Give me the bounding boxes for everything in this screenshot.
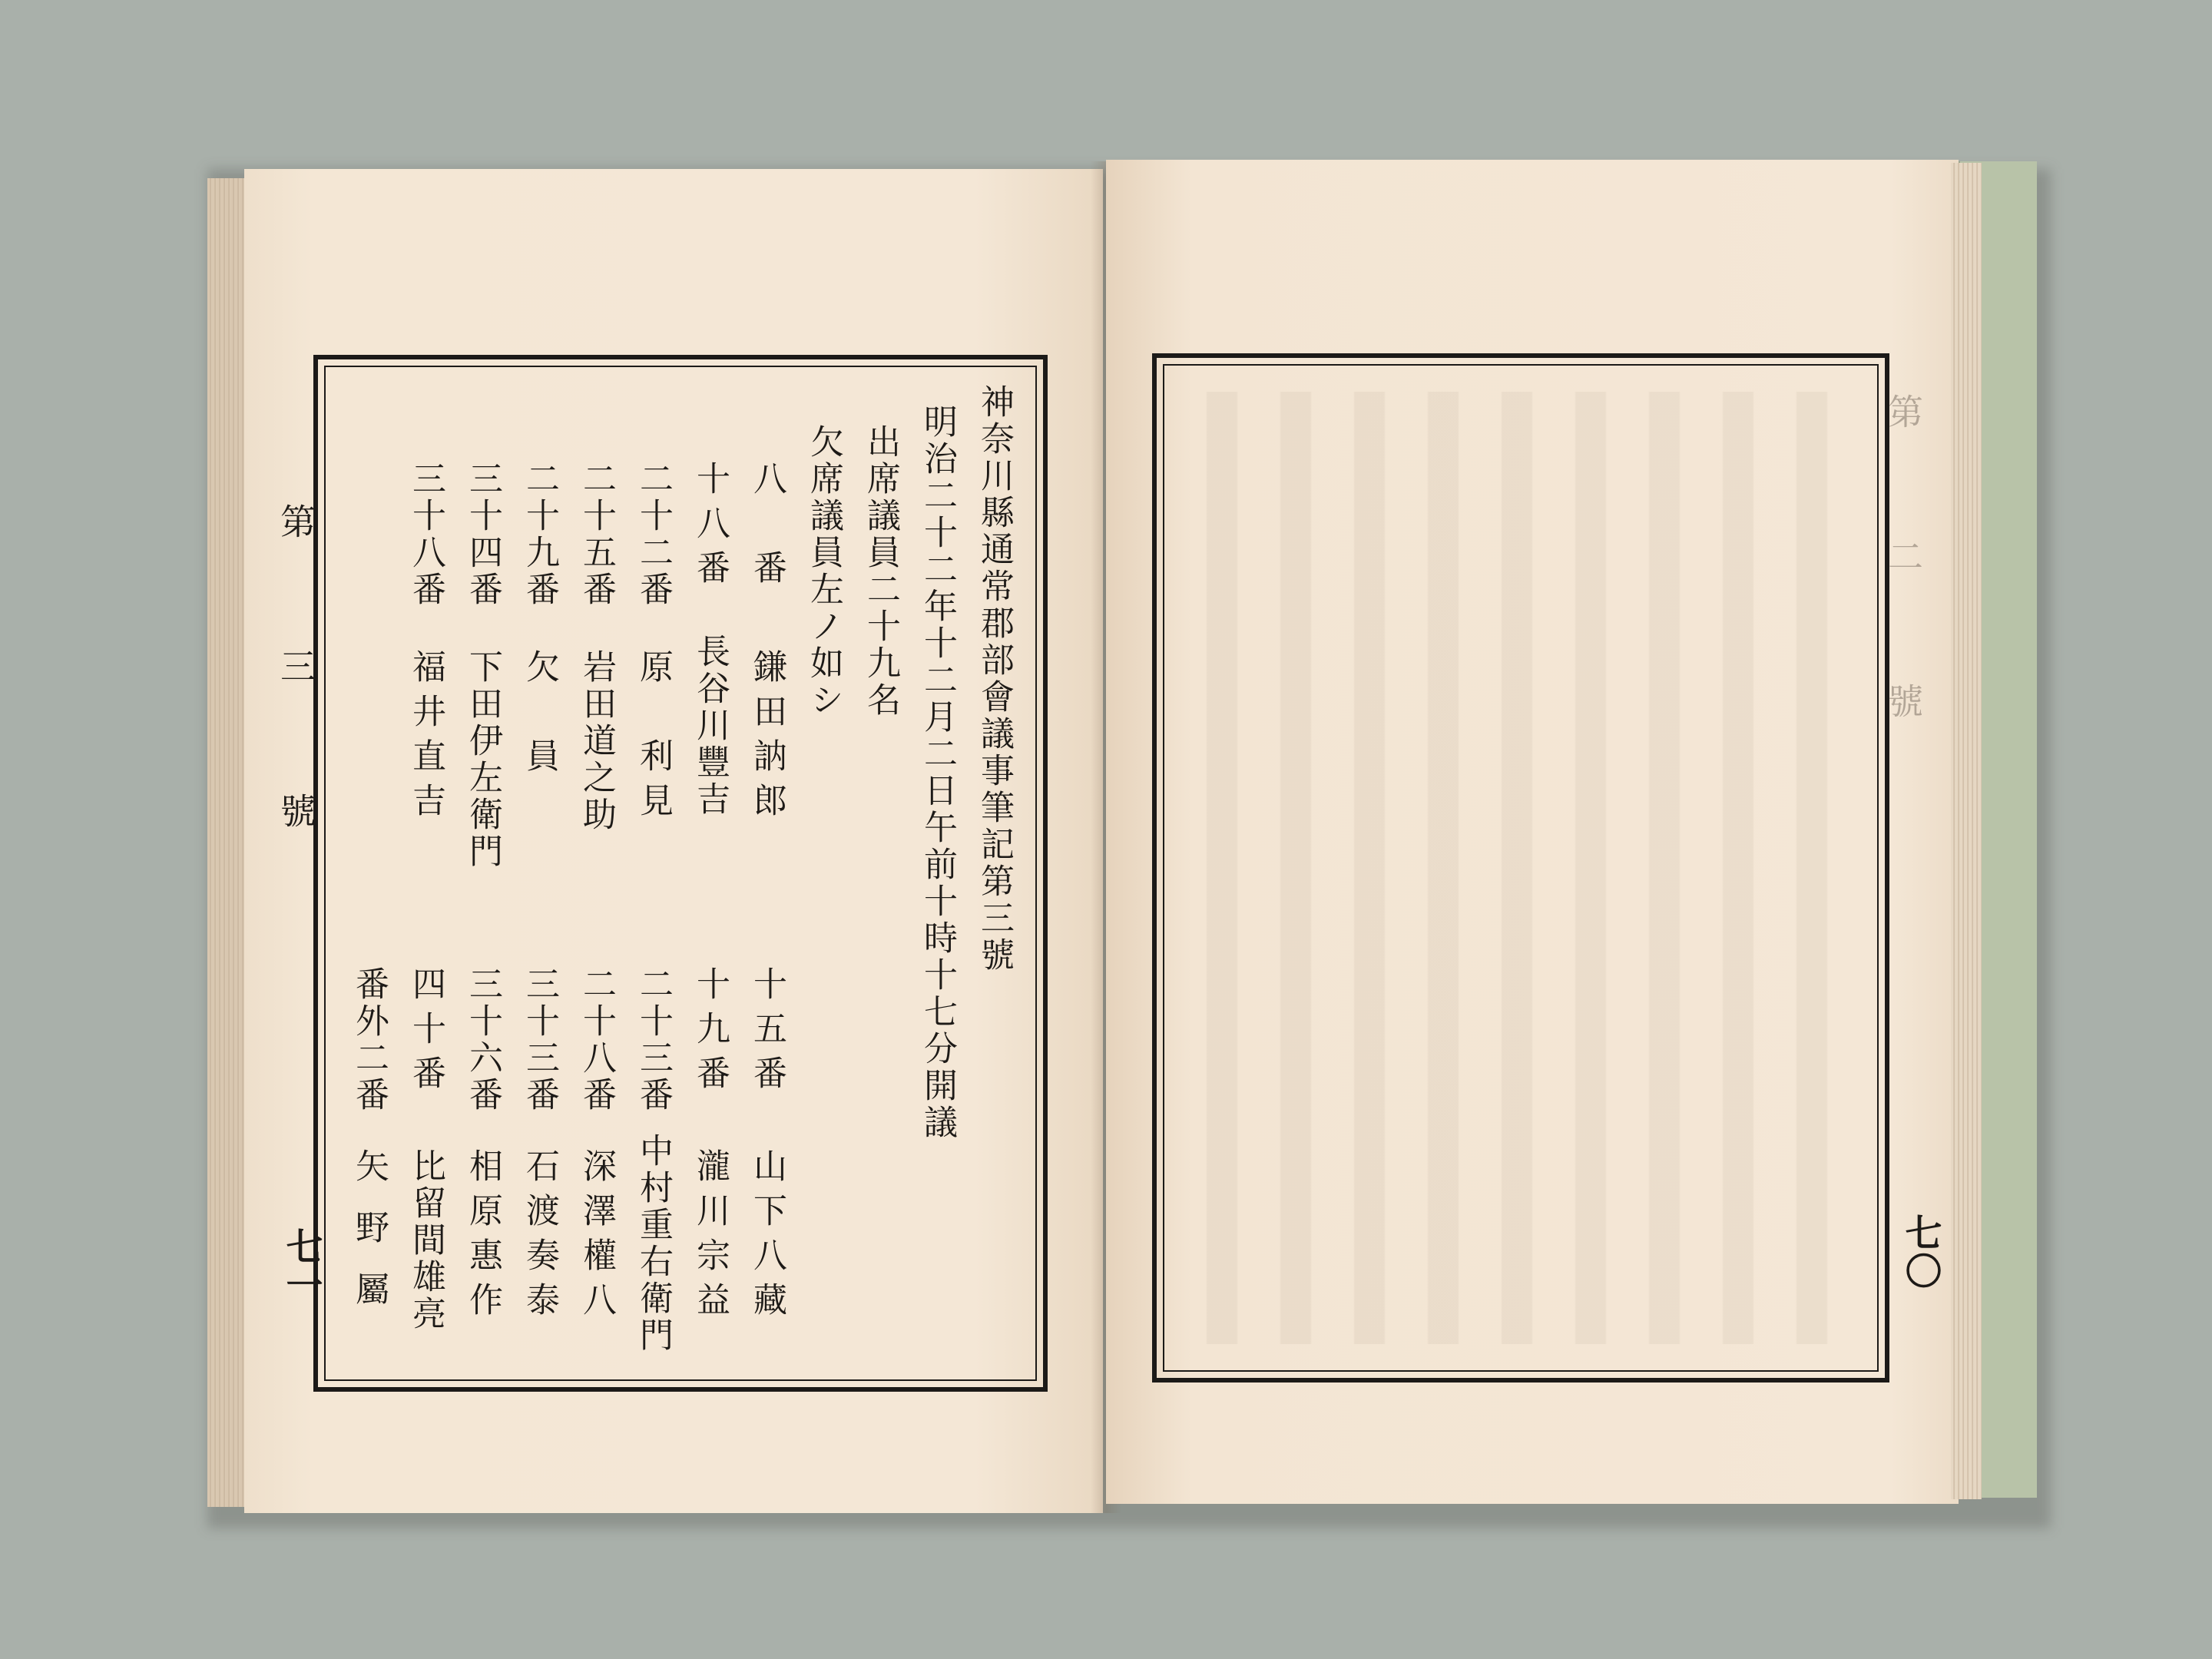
member-number: 二十五番 [577, 461, 616, 608]
member-number: 三十八番 [406, 461, 445, 608]
member-number: 二十八番 [577, 966, 616, 1114]
member-number: 十九番 [690, 966, 730, 1100]
right-page-edges [1951, 163, 1982, 1499]
attendance-line: 出席議員二十九名 [861, 424, 900, 719]
member-name: 福井直吉 [406, 649, 445, 827]
member-name: 岩田道之助 [577, 649, 616, 833]
member-number: 二十二番 [634, 461, 673, 608]
right-text-frame [1152, 353, 1889, 1382]
member-name: 欠 員 [520, 649, 559, 783]
member-number: 八 番 [747, 461, 786, 594]
member-number: 十五番 [747, 966, 786, 1100]
right-page-number: 七〇 [1899, 1214, 1942, 1290]
member-name: 相原惠作 [463, 1148, 502, 1326]
right-running-head: 第 二 號 [1883, 393, 1924, 768]
left-page-edges [207, 178, 246, 1507]
session-opened-line: 明治二十二年十二月二日午前十時十七分開議 [918, 404, 957, 1141]
member-number: 三十四番 [463, 461, 502, 608]
member-name: 瀧川宗益 [690, 1148, 730, 1326]
member-name: 中村重右衛門 [634, 1133, 673, 1354]
member-number: 十八番 [690, 461, 730, 594]
member-name: 鎌田訥郎 [747, 649, 786, 827]
member-number: 番外二番 [349, 966, 389, 1114]
member-number: 二十九番 [520, 461, 559, 608]
member-number: 三十三番 [520, 966, 559, 1114]
member-name: 原 利見 [634, 649, 673, 827]
member-name: 石渡奏泰 [520, 1148, 559, 1326]
left-running-head: 第 三 號 [275, 503, 316, 878]
member-name: 深澤權八 [577, 1148, 616, 1326]
member-name: 山下八藏 [747, 1148, 786, 1326]
member-number: 三十六番 [463, 966, 502, 1114]
member-name: 長谷川豐吉 [690, 634, 730, 818]
member-name: 比留間雄亮 [406, 1148, 445, 1333]
member-name: 矢野屬 [349, 1148, 389, 1333]
member-number: 四十番 [406, 966, 445, 1100]
left-page-number: 七一 [280, 1227, 323, 1304]
absent-intro-line: 欠席議員左ノ如シ [804, 424, 843, 719]
minutes-title: 神奈川縣通常郡部會議事筆記第三號 [975, 384, 1014, 974]
member-number: 二十三番 [634, 966, 673, 1114]
member-name: 下田伊左衛門 [463, 649, 502, 870]
